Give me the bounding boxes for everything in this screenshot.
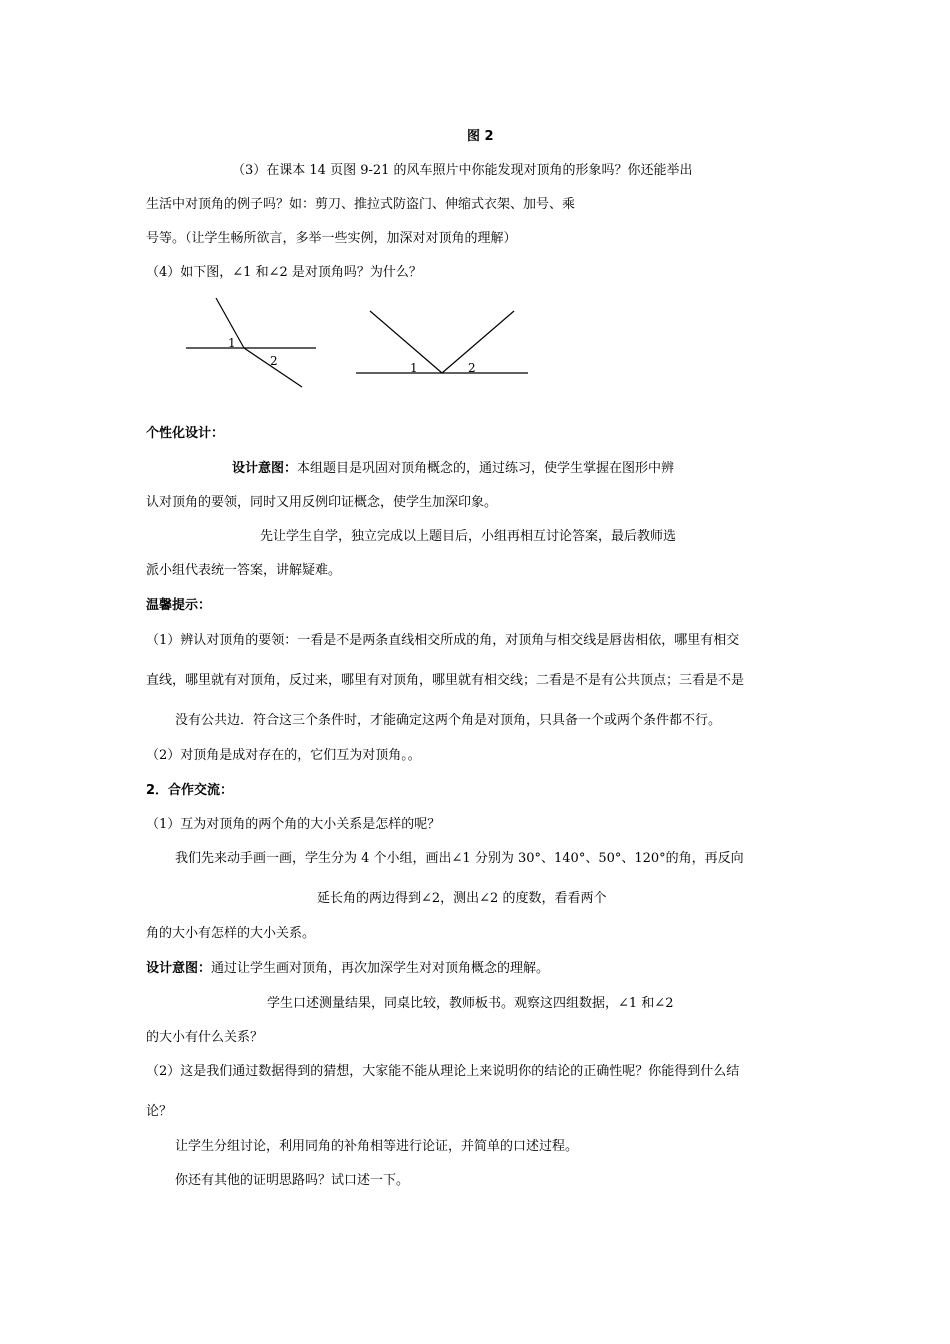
right-angle-label-2: 2	[468, 361, 476, 375]
left-angle-label-1: 1	[228, 336, 236, 350]
para4-question: （4）如下图，∠1 和∠2 是对顶角吗？为什么？	[146, 265, 422, 280]
section2-intent	[146, 960, 549, 978]
right-angle-label-1: 1	[410, 361, 418, 375]
activity-line3: 角的大小有怎样的大小关系。	[146, 926, 316, 941]
report-line1: 学生口述测量结果，同桌比较，教师板书。观察这四组数据，∠1 和∠2	[267, 996, 674, 1011]
section2-intent-label: 设计意图：	[146, 961, 212, 976]
figure-left-non-vertical-angles	[185, 297, 325, 397]
discussion-text: 让学生分组讨论，利用同角的补角相等进行论证，并简单的口述过程。	[175, 1139, 579, 1154]
personal-design-heading: 个性化设计：	[146, 426, 225, 441]
tips-item2: （2）对顶角是成对存在的，它们互为对顶角。。	[146, 748, 421, 763]
activity-line2: 延长角的两边得到∠2，测出∠2 的度数，看看两个	[317, 891, 607, 906]
tips-item1-line2: 直线，哪里就有对顶角，反过来，哪里有对顶角，哪里就有相交线；二看是不是有公共顶点；三看是不是	[146, 673, 745, 688]
left-angle-label-2: 2	[270, 354, 278, 368]
design-intent-line2: 认对顶角的要领，同时又用反例印证概念，使学生加深印象。	[146, 495, 498, 510]
para3-line1: （3）在课本 14 页图 9-21 的风车照片中你能发现对顶角的形象吗？你还能举出	[232, 163, 693, 178]
question2-line2: 论？	[146, 1104, 173, 1119]
question2-line1: （2）这是我们通过数据得到的猜想，大家能不能从理论上来说明你的结论的正确性呢？你能得到什么结	[146, 1064, 740, 1079]
para3-line3: 号等。（让学生畅所欲言，多举一些实例，加深对对顶角的理解）	[146, 231, 517, 246]
figure-right-adjacent-angles	[355, 310, 535, 380]
tips-item1-line3: 没有公共边．符合这三个条件时，才能确定这两个角是对顶角，只具备一个或两个条件都不行。	[175, 713, 722, 728]
report-line2: 的大小有什么关系？	[146, 1030, 264, 1045]
right-right-ray	[442, 311, 514, 373]
design-intent-text: 本组题目是巩固对顶角概念的，通过练习，使学生掌握在图形中辨	[297, 461, 675, 476]
figure-caption: 图 2	[467, 129, 494, 144]
method-line2: 派小组代表统一答案，讲解疑难。	[146, 563, 342, 578]
activity-line1: 我们先来动手画一画，学生分为 4 个小组，画出∠1 分别为 30°、140°、50°、120°的角，再反向	[175, 851, 744, 866]
other-proof-text: 你还有其他的证明思路吗？试口述一下。	[175, 1173, 410, 1188]
section2-heading: 2．合作交流：	[146, 783, 234, 798]
method-line1: 先让学生自学，独立完成以上题目后，小组再相互讨论答案，最后教师选	[260, 529, 677, 544]
tips-item1-line1: （1）辨认对顶角的要领：一看是不是两条直线相交所成的角，对顶角与相交线是唇齿相依，哪里有相交	[146, 633, 740, 648]
design-intent-label: 设计意图：	[232, 461, 298, 476]
right-left-ray	[370, 311, 442, 373]
para3-line2: 生活中对顶角的例子吗？如：剪刀、推拉式防盗门、伸缩式衣架、加号、乘	[146, 197, 576, 212]
section2-question1: （1）互为对顶角的两个角的大小关系是怎样的呢？	[146, 817, 441, 832]
section2-intent-text: 通过让学生画对顶角，再次加深学生对对顶角概念的理解。	[211, 961, 550, 976]
tips-heading: 温馨提示：	[146, 598, 212, 613]
design-intent-line1	[232, 460, 674, 478]
